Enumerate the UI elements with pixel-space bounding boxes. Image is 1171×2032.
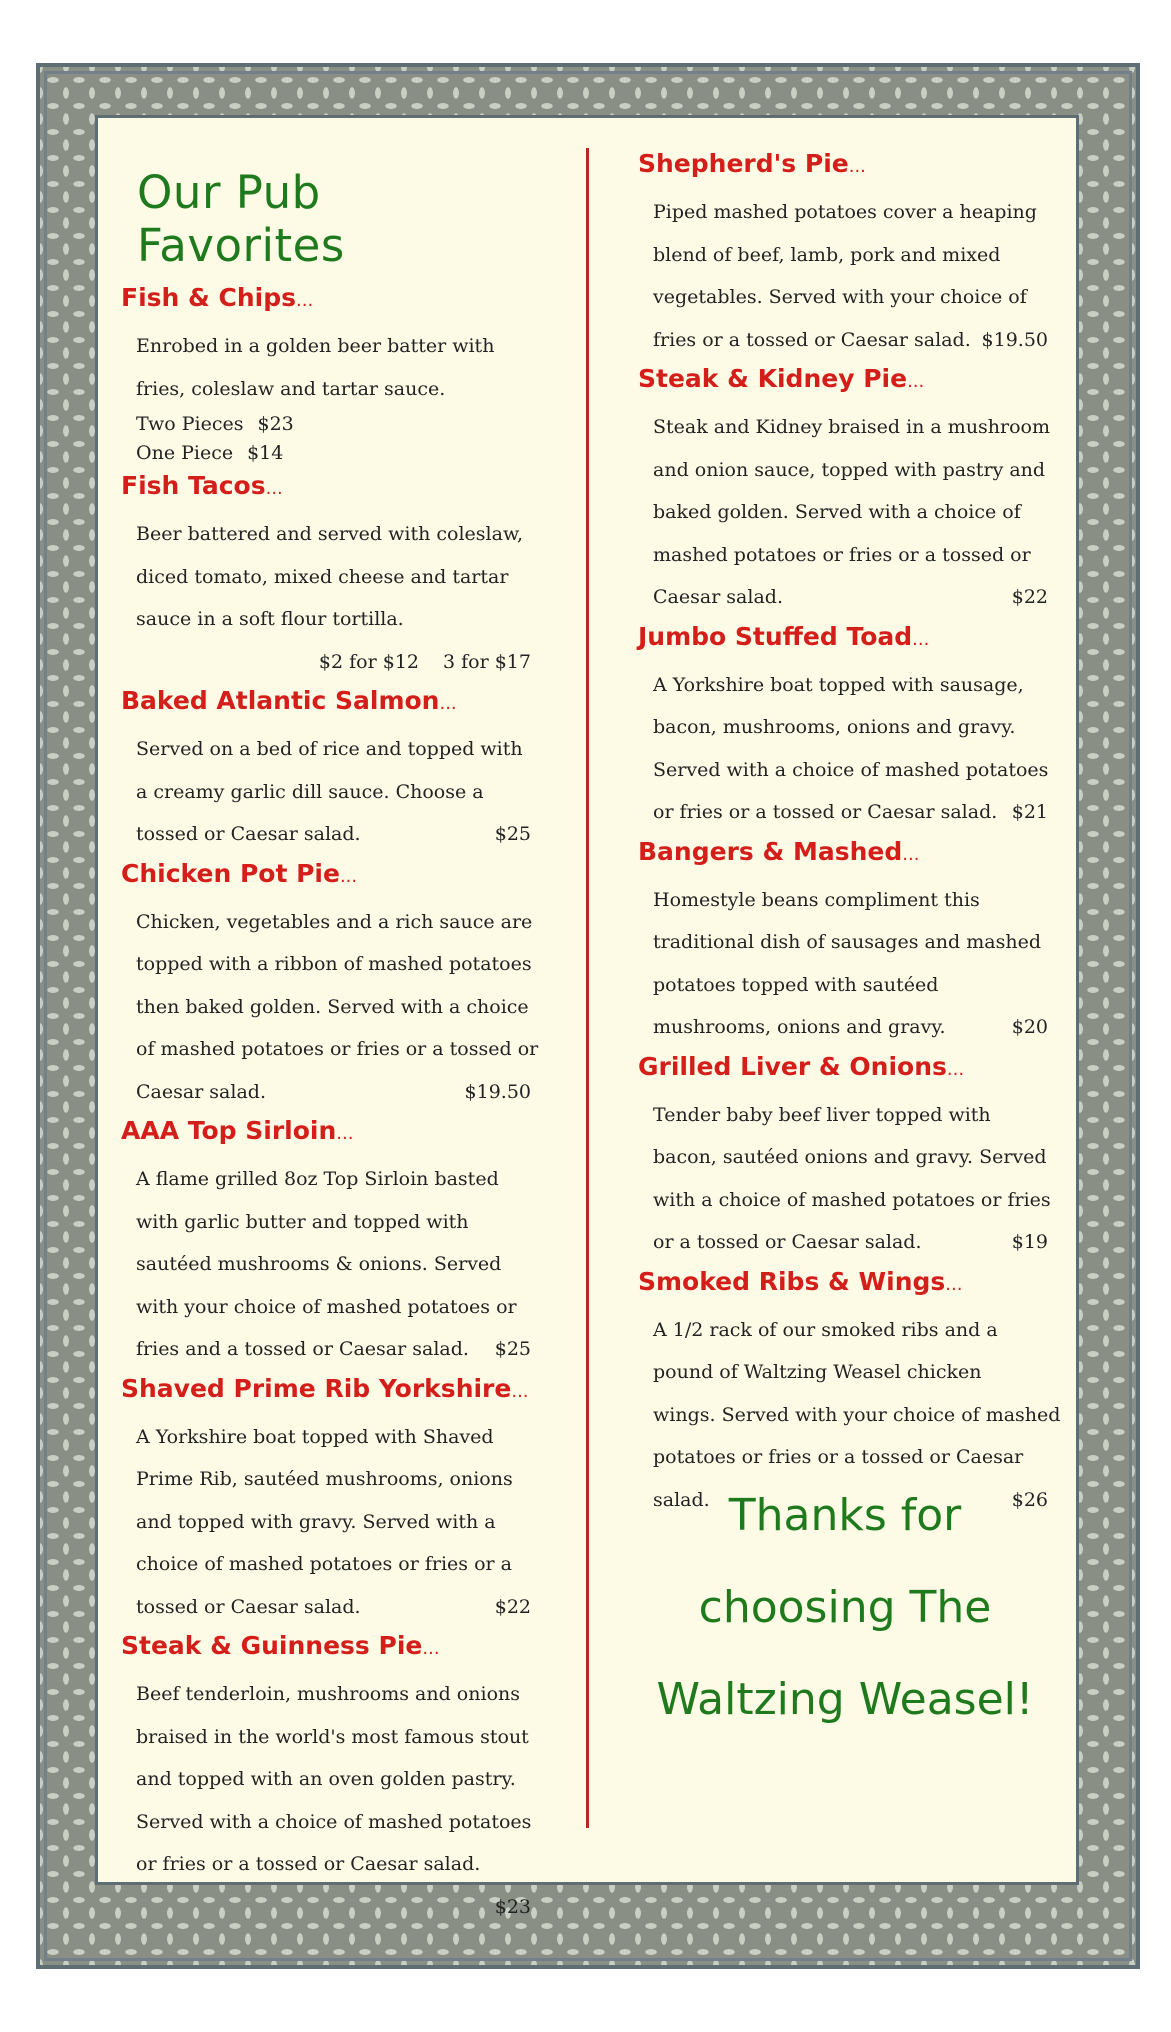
item-price: $19 bbox=[1011, 1231, 1048, 1253]
menu-item bbox=[121, 1113, 541, 1371]
item-price: $26 bbox=[1011, 1488, 1048, 1511]
item-price: $25 bbox=[494, 823, 531, 845]
option-price: $23 bbox=[257, 413, 294, 435]
description-line: Piped mashed potatoes cover a heaping bbox=[653, 201, 1037, 223]
item-name-ellipsis: ... bbox=[945, 1273, 963, 1295]
item-price: $23 bbox=[494, 1895, 531, 1918]
description-line bbox=[136, 1328, 531, 1371]
description-line: Chicken, vegetables and a rich sauce are bbox=[136, 910, 533, 933]
item-name bbox=[638, 1264, 1058, 1303]
item-price: 3 for $17 bbox=[443, 650, 531, 673]
item-name-text: Shaved Prime Rib Yorkshire bbox=[121, 1373, 512, 1403]
item-price: $20 bbox=[1011, 1016, 1048, 1038]
item-name bbox=[121, 856, 541, 895]
description-line: Prime Rib, sautéed mushrooms, onions bbox=[136, 1468, 513, 1490]
description-line: bacon, mushrooms, onions and gravy. bbox=[653, 716, 1016, 738]
menu-item bbox=[638, 619, 1058, 834]
description-line: sautéed mushrooms & onions. Served bbox=[136, 1253, 502, 1275]
description-line: Homestyle beans compliment this bbox=[653, 888, 980, 911]
description-text: Caesar salad. bbox=[653, 586, 783, 608]
description-line: of mashed potatoes or fries or a tossed or bbox=[136, 1038, 539, 1060]
item-name-ellipsis: ... bbox=[336, 1123, 354, 1144]
item-name-text: Grilled Liver & Onions bbox=[638, 1051, 947, 1081]
description-line: baked golden. Served with a choice of bbox=[653, 501, 1021, 523]
description-line: potatoes or fries or a tossed or Caesar bbox=[653, 1446, 1024, 1468]
menu-item bbox=[638, 1049, 1058, 1264]
option-price: $14 bbox=[247, 442, 284, 464]
item-description bbox=[653, 191, 1053, 361]
item-price: $22 bbox=[494, 1595, 531, 1618]
description-line: a creamy garlic dill sauce. Choose a bbox=[136, 780, 484, 803]
left-menu-items bbox=[121, 280, 541, 1928]
item-name-ellipsis: ... bbox=[422, 1638, 440, 1659]
item-price: $19.50 bbox=[464, 1080, 531, 1103]
item-price: $21 bbox=[1011, 801, 1048, 823]
description-line: then baked golden. Served with a choice bbox=[136, 995, 529, 1018]
item-price: $19.50 bbox=[981, 328, 1048, 351]
description-line: Steak and Kidney braised in a mushroom bbox=[653, 416, 1051, 438]
description-text: tossed or Caesar salad. bbox=[136, 1595, 361, 1618]
description-line: with garlic butter and topped with bbox=[136, 1210, 469, 1233]
description-text: mushrooms, onions and gravy. bbox=[653, 1016, 946, 1038]
thanks-line: Thanks for bbox=[728, 1490, 962, 1541]
item-name bbox=[638, 146, 1058, 185]
item-name bbox=[121, 1628, 541, 1667]
item-description bbox=[136, 513, 536, 641]
description-line: wings. Served with your choice of mashed bbox=[653, 1403, 1061, 1426]
description-line bbox=[653, 1006, 1048, 1049]
description-line bbox=[653, 1221, 1048, 1264]
description-line: topped with a ribbon of mashed potatoes bbox=[136, 953, 532, 975]
thanks-line: Waltzing Weasel! bbox=[656, 1674, 1034, 1725]
item-name-text: Baked Atlantic Salmon bbox=[121, 686, 440, 715]
description-line: vegetables. Served with your choice of bbox=[653, 286, 1027, 308]
description-line: and topped with gravy. Served with a bbox=[136, 1510, 496, 1533]
right-column bbox=[638, 146, 1061, 1521]
item-name bbox=[121, 683, 541, 722]
item-description bbox=[653, 1094, 1053, 1264]
description-line bbox=[136, 813, 531, 856]
description-text: salad. bbox=[653, 1488, 710, 1511]
item-name-ellipsis: ... bbox=[265, 478, 283, 499]
item-name-ellipsis: ... bbox=[848, 156, 866, 177]
item-description bbox=[136, 728, 536, 856]
item-name bbox=[121, 1113, 541, 1152]
item-name-text: AAA Top Sirloin bbox=[121, 1116, 337, 1145]
description-line: potatoes topped with sautéed bbox=[653, 973, 939, 996]
item-description bbox=[653, 664, 1053, 834]
item-name-text: Fish & Chips bbox=[121, 283, 297, 312]
item-name-ellipsis: ... bbox=[339, 865, 358, 887]
description-text: or a tossed or Caesar salad. bbox=[653, 1231, 922, 1253]
item-name-ellipsis: ... bbox=[511, 1380, 529, 1402]
menu-item bbox=[638, 146, 1058, 361]
description-text: or fries or a tossed or Caesar salad. bbox=[653, 801, 998, 823]
description-line: sauce in a soft flour tortilla. bbox=[136, 608, 404, 630]
option-label: One Piece bbox=[136, 442, 234, 464]
description-line: Served on a bed of rice and topped with bbox=[136, 738, 523, 760]
description-line: fries, coleslaw and tartar sauce. bbox=[136, 377, 446, 400]
item-name-text: Bangers & Mashed bbox=[638, 836, 903, 866]
item-name bbox=[121, 1371, 541, 1410]
item-name-text: Shepherd's Pie bbox=[638, 149, 849, 178]
right-menu-items bbox=[638, 146, 1061, 1521]
description-line: and topped with an oven golden pastry. bbox=[136, 1768, 516, 1790]
price-options bbox=[136, 641, 536, 684]
menu-item bbox=[121, 1628, 541, 1928]
left-column bbox=[121, 160, 541, 1928]
item-description bbox=[136, 1673, 536, 1886]
description-line bbox=[136, 1071, 531, 1114]
item-name-text: Chicken Pot Pie bbox=[121, 858, 340, 888]
description-line: Beer battered and served with coleslaw, bbox=[136, 523, 523, 545]
price-option bbox=[136, 439, 541, 468]
description-line: A 1/2 rack of our smoked ribs and a bbox=[653, 1318, 998, 1341]
item-name-ellipsis: ... bbox=[439, 693, 457, 714]
item-name-text: Smoked Ribs & Wings bbox=[638, 1266, 946, 1296]
description-text: tossed or Caesar salad. bbox=[136, 823, 361, 845]
description-line: Tender baby beef liver topped with bbox=[653, 1103, 991, 1126]
item-name-text: Fish Tacos bbox=[121, 471, 266, 500]
item-name-ellipsis: ... bbox=[907, 371, 925, 392]
description-line bbox=[653, 576, 1048, 619]
item-description bbox=[136, 1416, 536, 1629]
item-price: $25 bbox=[494, 1338, 531, 1360]
menu-item bbox=[121, 468, 541, 683]
description-line: A flame grilled 8oz Top Sirloin basted bbox=[136, 1168, 499, 1190]
description-line: pound of Waltzing Weasel chicken bbox=[653, 1361, 982, 1383]
description-line: or fries or a tossed or Caesar salad. bbox=[136, 1853, 481, 1875]
item-price: $2 for $12 bbox=[318, 650, 419, 673]
item-name-text: Jumbo Stuffed Toad bbox=[638, 621, 913, 651]
description-line: mashed potatoes or fries or a tossed or bbox=[653, 543, 1031, 566]
item-name bbox=[638, 834, 1058, 873]
item-name-ellipsis: ... bbox=[902, 843, 920, 865]
item-name bbox=[638, 361, 1058, 400]
description-text: fries or a tossed or Caesar salad. bbox=[653, 328, 971, 351]
description-text: Caesar salad. bbox=[136, 1080, 266, 1103]
item-price: $22 bbox=[1011, 586, 1048, 608]
price-row bbox=[136, 1886, 536, 1929]
item-name-text: Steak & Guinness Pie bbox=[121, 1631, 423, 1660]
item-description bbox=[653, 406, 1053, 619]
description-line: braised in the world's most famous stout bbox=[136, 1725, 529, 1748]
menu-item bbox=[121, 856, 541, 1114]
item-description bbox=[136, 1158, 536, 1371]
description-line: blend of beef, lamb, pork and mixed bbox=[653, 243, 1001, 266]
description-text: fries and a tossed or Caesar salad. bbox=[136, 1338, 469, 1360]
description-line: choice of mashed potatoes or fries or a bbox=[136, 1553, 512, 1575]
menu-item bbox=[638, 361, 1058, 619]
item-description bbox=[136, 901, 539, 1114]
item-name-ellipsis: ... bbox=[946, 1058, 965, 1080]
description-line: Served with a choice of mashed potatoes bbox=[653, 758, 1049, 781]
item-name-ellipsis: ... bbox=[296, 290, 314, 311]
description-line: and onion sauce, topped with pastry and bbox=[653, 458, 1046, 481]
description-line bbox=[136, 1586, 531, 1629]
item-description bbox=[653, 879, 1053, 1049]
price-option bbox=[136, 410, 541, 439]
description-line bbox=[653, 791, 1048, 834]
item-name bbox=[638, 1049, 1058, 1088]
description-line: Enrobed in a golden beer batter with bbox=[136, 335, 495, 357]
description-line: A Yorkshire boat topped with Shaved bbox=[136, 1425, 494, 1448]
option-label: Two Pieces bbox=[136, 413, 244, 435]
price-line bbox=[136, 641, 531, 684]
thanks-line: choosing The bbox=[698, 1582, 992, 1633]
item-name bbox=[121, 468, 541, 507]
item-name-text: Steak & Kidney Pie bbox=[638, 364, 908, 393]
menu-item bbox=[121, 1371, 541, 1629]
description-line bbox=[653, 319, 1048, 362]
description-line: traditional dish of sausages and mashed bbox=[653, 931, 1041, 953]
menu-item bbox=[121, 280, 541, 468]
item-name-ellipsis: ... bbox=[912, 628, 930, 650]
column-divider bbox=[586, 148, 589, 1828]
description-line: diced tomato, mixed cheese and tartar bbox=[136, 565, 509, 588]
menu-item bbox=[121, 683, 541, 856]
description-line: A Yorkshire boat topped with sausage, bbox=[653, 673, 1024, 696]
description-line: Served with a choice of mashed potatoes bbox=[136, 1810, 532, 1833]
description-line: with a choice of mashed potatoes or fries bbox=[653, 1188, 1051, 1211]
page-title: Our Pub Favorites bbox=[137, 166, 345, 272]
item-name bbox=[638, 619, 1058, 658]
item-name bbox=[121, 280, 541, 319]
description-line: Beef tenderloin, mushrooms and onions bbox=[136, 1683, 520, 1705]
thanks-message bbox=[630, 1470, 1060, 1746]
description-line: with your choice of mashed potatoes or bbox=[136, 1295, 517, 1318]
item-description bbox=[136, 325, 536, 410]
menu-item bbox=[638, 834, 1058, 1049]
description-line: bacon, sautéed onions and gravy. Served bbox=[653, 1146, 1047, 1168]
